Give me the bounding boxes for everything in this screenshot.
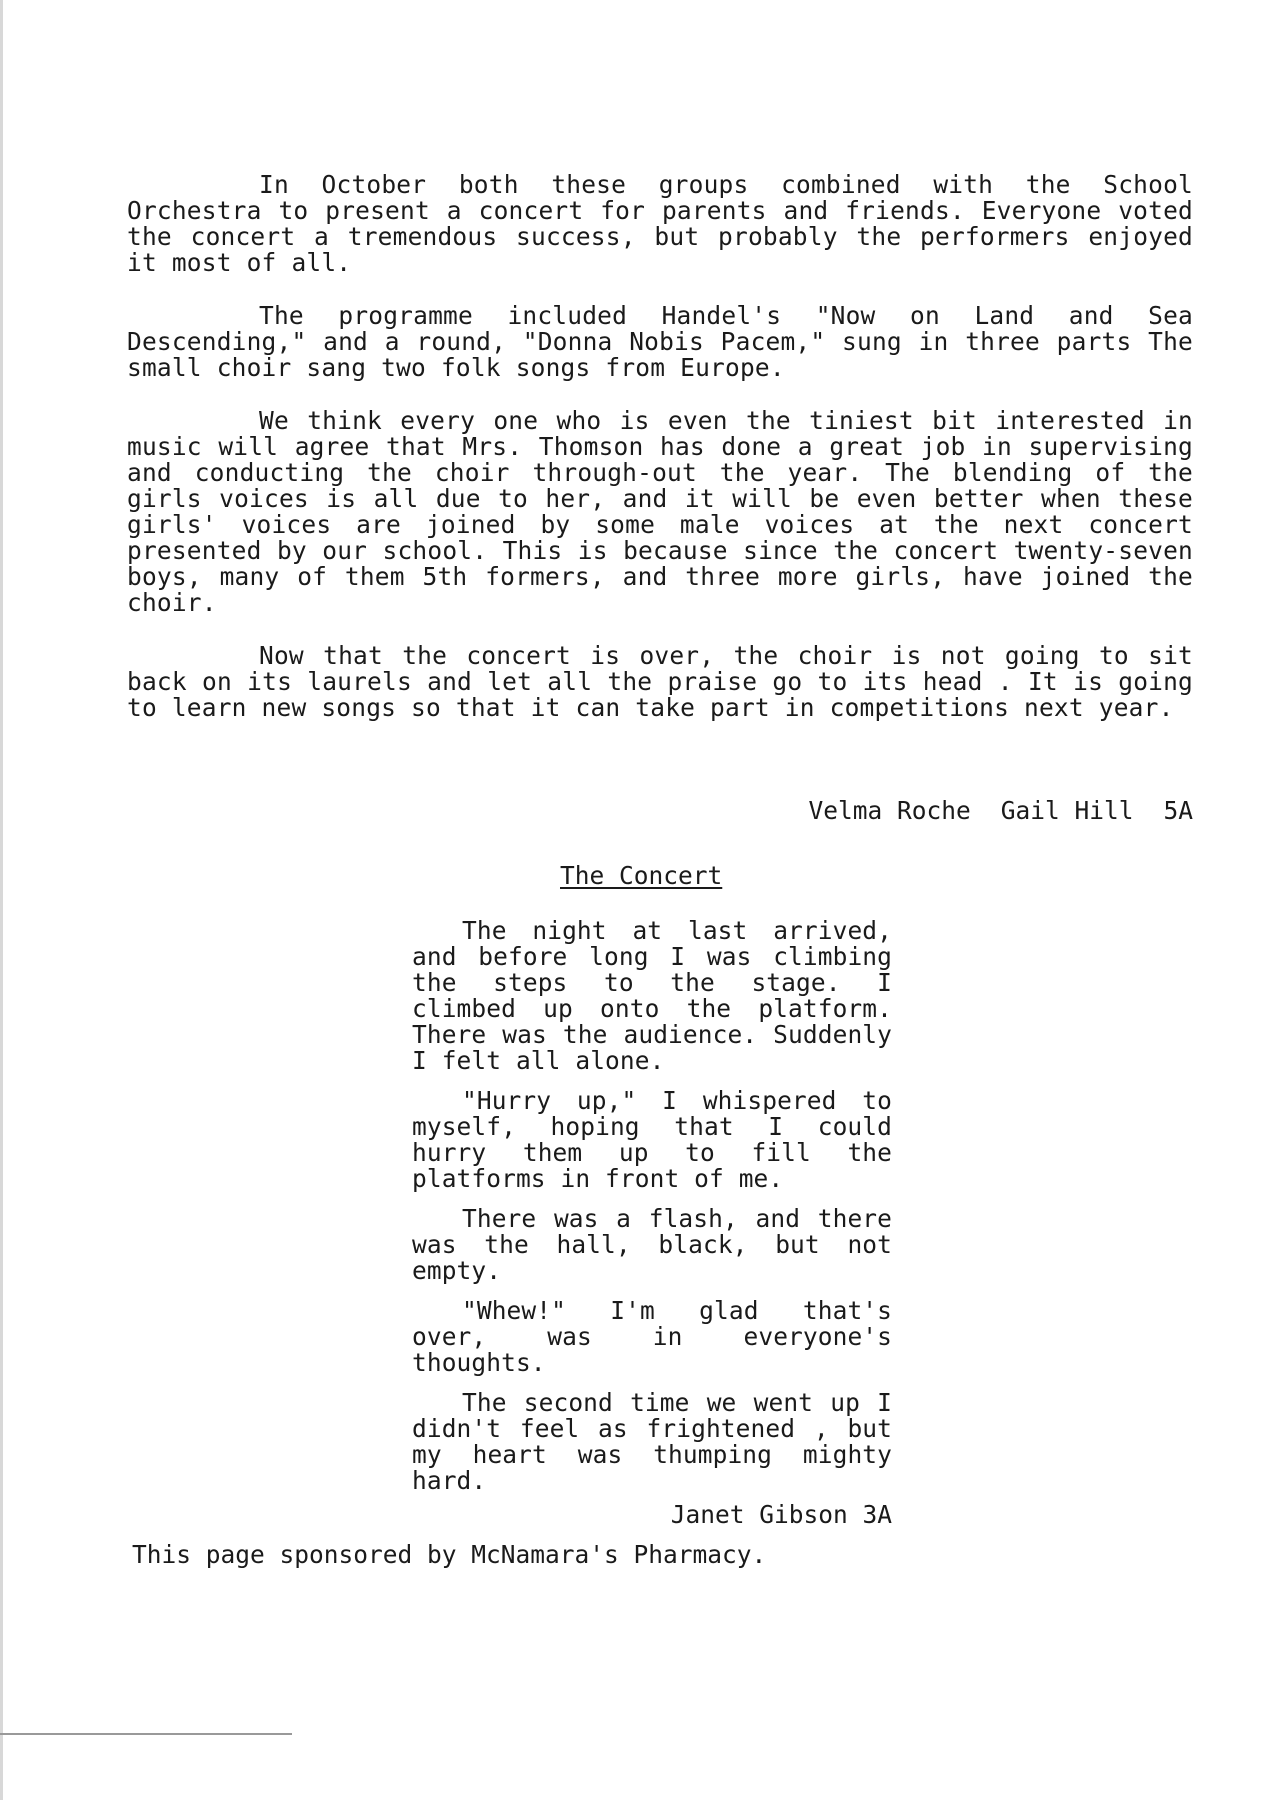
byline-author: Velma Roche (808, 796, 971, 825)
poem-stanza: There was a flash, and there was the hall, black, but not empty. (412, 1204, 892, 1285)
bottom-rule (0, 1733, 292, 1735)
poem-title: The Concert (560, 861, 723, 890)
poem-stanza: "Hurry up," I whispered to myself, hoping that I could hurry them up to fill the platforms in front of me. (412, 1086, 892, 1193)
byline-form: 5A (1163, 796, 1193, 825)
page-edge-shadow (0, 0, 3, 1800)
poem-stanza: The second time we went up I didn't feel as frightened , but my heart was thumping mighty hard. (412, 1388, 892, 1495)
poem-stanza: "Whew!" I'm glad that's over, was in everyone's thoughts. (412, 1296, 892, 1377)
article-paragraph: Now that the concert is over, the choir is not going to sit back on its laurels and let all the praise go to its head . It is going to learn new songs so that it can take part in competitions next year. (127, 641, 1193, 722)
article-paragraph: In October both these groups combined with the School Orchestra to present a concert for parents and friends. Everyone voted the concert a tremendous success, but probably the performers enjoyed it most of all. (127, 170, 1193, 277)
poem-body (412, 918, 892, 1508)
choir-article (127, 172, 1193, 748)
article-paragraph: The programme included Handel's "Now on Land and Sea Descending," and a round, "Donna Nobis Pacem," sung in three parts The small choir sang two folk songs from Europe. (127, 301, 1193, 382)
article-byline (127, 798, 1193, 824)
article-paragraph: We think every one who is even the tiniest bit interested in music will agree that Mrs. Thomson has done a great job in supervising and conducting the choir through-out the year. The blending of the girls voices is all due to her, and it will be even better when these girls' voices are joined by some male voices at the next concert presented by our school. This is because since the concert twenty-seven boys, many of them 5th formers, and three more girls, have joined the choir. (127, 406, 1193, 617)
byline-author: Gail Hill (1000, 796, 1134, 825)
sponsor-note: This page sponsored by McNamara's Pharmacy. (132, 1540, 767, 1569)
poem-author: Janet Gibson 3A (670, 1500, 892, 1529)
poem-stanza: The night at last arrived, and before long I was climbing the steps to the stage. I climbed up onto the platform. There was the audience. Suddenly I felt all alone. (412, 916, 892, 1075)
